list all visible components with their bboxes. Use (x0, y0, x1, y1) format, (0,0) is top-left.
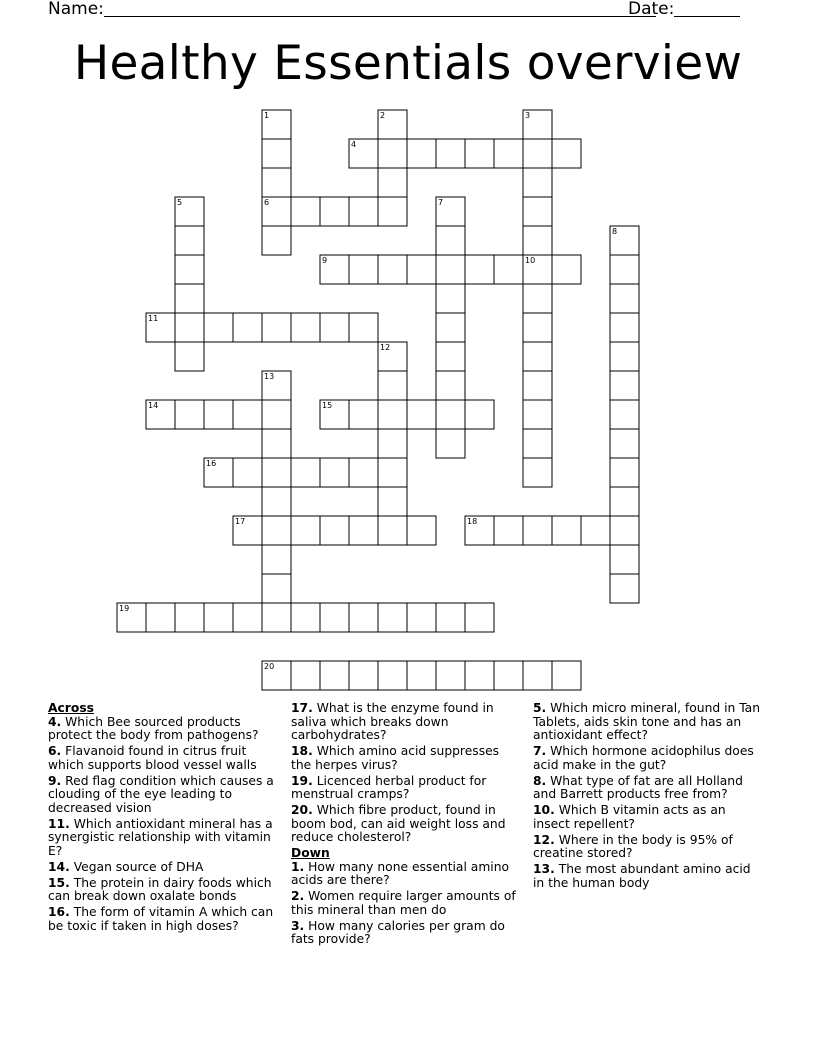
crossword-cell[interactable] (436, 371, 465, 400)
crossword-cell[interactable] (436, 429, 465, 458)
clue-item (48, 745, 280, 772)
clue-item-number: 16. (48, 905, 70, 919)
crossword-cell[interactable] (610, 226, 639, 255)
crossword-cell[interactable] (436, 400, 465, 429)
crossword-cell[interactable] (262, 371, 291, 400)
crossword-cell[interactable] (378, 139, 407, 168)
clue-number-17: 17 (235, 517, 246, 526)
crossword-cell[interactable] (494, 139, 523, 168)
clue-item-text: The protein in dairy foods which can break down oxalate bonds (48, 875, 272, 903)
clue-item-text: Which hormone acidophilus does acid make in the gut? (533, 744, 754, 772)
clue-item-number: 5. (533, 701, 547, 715)
clue-item (533, 863, 765, 890)
clue-item (291, 890, 523, 917)
crossword-cell[interactable] (610, 574, 639, 603)
clue-number-2: 2 (380, 111, 386, 120)
crossword-cell[interactable] (407, 516, 436, 545)
crossword-cell[interactable] (349, 197, 378, 226)
clue-item-number: 18. (291, 744, 313, 758)
crossword-cell[interactable] (262, 661, 291, 690)
crossword-cell[interactable] (552, 516, 581, 545)
crossword-cell[interactable] (378, 342, 407, 371)
clue-item-number: 3. (291, 918, 305, 933)
clue-number-14: 14 (148, 401, 159, 410)
clue-item-number: 11. (48, 816, 70, 831)
crossword-cell[interactable] (146, 603, 175, 632)
clue-number-1: 1 (264, 111, 270, 120)
clue-item-text: Which antioxidant mineral has a synergistic relationship with vitamin E? (48, 816, 273, 858)
crossword-cell[interactable] (117, 603, 146, 632)
crossword-cell[interactable] (436, 313, 465, 342)
crossword-cell[interactable] (378, 168, 407, 197)
date-blank-line[interactable] (674, 16, 740, 17)
crossword-cell[interactable] (233, 458, 262, 487)
crossword-cell[interactable] (175, 603, 204, 632)
crossword-cell[interactable] (204, 400, 233, 429)
clue-item (291, 745, 523, 772)
crossword-cell[interactable] (610, 458, 639, 487)
clue-item (48, 775, 280, 816)
clue-number-6: 6 (264, 198, 270, 207)
crossword-cell[interactable] (378, 400, 407, 429)
crossword-cell[interactable] (523, 516, 552, 545)
clue-item (533, 775, 765, 802)
crossword-cell[interactable] (320, 197, 349, 226)
clue-item (48, 906, 280, 933)
crossword-cell[interactable] (436, 255, 465, 284)
clue-number-12: 12 (380, 343, 391, 352)
crossword-cell[interactable] (407, 603, 436, 632)
crossword-cell[interactable] (465, 661, 494, 690)
clue-number-5: 5 (177, 198, 183, 207)
crossword-cell[interactable] (378, 661, 407, 690)
crossword-cell[interactable] (262, 545, 291, 574)
crossword-cell[interactable] (523, 284, 552, 313)
clue-item-number: 19. (291, 773, 313, 788)
crossword-cell[interactable] (349, 400, 378, 429)
crossword-cell[interactable] (581, 516, 610, 545)
crossword-cell[interactable] (465, 516, 494, 545)
crossword-cell[interactable] (465, 255, 494, 284)
clue-item-text: Licenced herbal product for menstrual cramps? (291, 773, 487, 801)
crossword-cell[interactable] (610, 487, 639, 516)
clue-number-20: 20 (264, 662, 275, 671)
crossword-cell[interactable] (262, 574, 291, 603)
clue-item (48, 818, 280, 859)
crossword-cell[interactable] (262, 603, 291, 632)
crossword-cell[interactable] (262, 139, 291, 168)
clue-item-text: Where in the body is 95% of creatine stored? (533, 832, 733, 860)
crossword-cell[interactable] (436, 603, 465, 632)
crossword-cell[interactable] (610, 342, 639, 371)
clue-item-text: The most abundant amino acid in the human body (533, 862, 751, 890)
crossword-cell[interactable] (349, 458, 378, 487)
crossword-cell[interactable] (378, 110, 407, 139)
crossword-cell[interactable] (291, 458, 320, 487)
crossword-cell[interactable] (262, 429, 291, 458)
crossword-cell[interactable] (523, 661, 552, 690)
date-label: Date: (628, 0, 675, 19)
crossword-cell[interactable] (291, 197, 320, 226)
clue-item (533, 745, 765, 772)
crossword-cell[interactable] (175, 400, 204, 429)
header-line (48, 0, 768, 22)
clue-item-text: Which micro mineral, found in Tan Tablets, aids skin tone and has an antioxidant effect? (533, 701, 761, 742)
clue-number-10: 10 (525, 256, 536, 265)
crossword-cell[interactable] (436, 139, 465, 168)
crossword-cell[interactable] (494, 661, 523, 690)
crossword-cell[interactable] (378, 371, 407, 400)
crossword-cell[interactable] (175, 313, 204, 342)
clue-number-11: 11 (148, 314, 159, 323)
crossword-cell[interactable] (523, 226, 552, 255)
clue-item-text: Red flag condition which causes a clouding of the eye leading to decreased vision (48, 773, 274, 815)
crossword-cell[interactable] (262, 516, 291, 545)
clue-item-text: Which Bee sourced products protect the body from pathogens? (48, 714, 259, 742)
crossword-cell[interactable] (494, 516, 523, 545)
crossword-cell[interactable] (204, 313, 233, 342)
clue-item-text: How many calories per gram do fats provide? (291, 918, 505, 946)
crossword-cell[interactable] (378, 487, 407, 516)
crossword-cell[interactable] (175, 197, 204, 226)
crossword-cell[interactable] (436, 226, 465, 255)
clue-item-text: How many none essential amino acids are there? (291, 859, 510, 887)
crossword-cell[interactable] (523, 400, 552, 429)
crossword-cell[interactable] (407, 139, 436, 168)
crossword-cell[interactable] (523, 371, 552, 400)
crossword-cell[interactable] (262, 458, 291, 487)
crossword-cell[interactable] (175, 255, 204, 284)
clue-item-number: 4. (48, 714, 62, 729)
crossword-cell[interactable] (523, 342, 552, 371)
clue-item-text: Women require larger amounts of this mineral than men do (291, 889, 516, 917)
clue-number-15: 15 (322, 401, 333, 410)
crossword-cell[interactable] (436, 342, 465, 371)
clue-item (291, 861, 523, 888)
crossword-cell[interactable] (320, 400, 349, 429)
crossword-cell[interactable] (349, 661, 378, 690)
crossword-cell[interactable] (465, 603, 494, 632)
clue-item (291, 702, 523, 743)
crossword-cell[interactable] (349, 313, 378, 342)
crossword-cell[interactable] (523, 313, 552, 342)
clue-item-text: Which B vitamin acts as an insect repellent? (533, 803, 726, 831)
clue-item-number: 7. (533, 744, 547, 758)
crossword-cell[interactable] (465, 400, 494, 429)
crossword-cell[interactable] (436, 197, 465, 226)
crossword-cell[interactable] (378, 458, 407, 487)
crossword-cell[interactable] (320, 458, 349, 487)
crossword-cell[interactable] (610, 313, 639, 342)
crossword-cell[interactable] (523, 110, 552, 139)
crossword-cell[interactable] (291, 516, 320, 545)
clue-number-13: 13 (264, 372, 275, 381)
crossword-cell[interactable] (291, 313, 320, 342)
crossword-cell[interactable] (349, 139, 378, 168)
crossword-cell[interactable] (610, 516, 639, 545)
crossword-cell[interactable] (523, 139, 552, 168)
clue-item-number: 1. (291, 859, 305, 874)
crossword-cell[interactable] (175, 284, 204, 313)
crossword-cell[interactable] (349, 516, 378, 545)
crossword-cell[interactable] (523, 197, 552, 226)
crossword-cell[interactable] (320, 516, 349, 545)
clue-item-number: 2. (291, 889, 305, 903)
clue-item (291, 920, 523, 947)
crossword-cell[interactable] (378, 516, 407, 545)
clue-item-number: 6. (48, 744, 62, 758)
crossword-cell[interactable] (610, 429, 639, 458)
clue-item-number: 14. (48, 859, 70, 874)
clue-item (533, 804, 765, 831)
crossword-cell[interactable] (523, 255, 552, 284)
crossword-cell[interactable] (204, 603, 233, 632)
crossword-cell[interactable] (523, 168, 552, 197)
page-title: Healthy Essentials overview (73, 36, 743, 91)
crossword-cell[interactable] (233, 603, 262, 632)
crossword-cell[interactable] (262, 226, 291, 255)
clue-column-3 (533, 702, 765, 893)
crossword-cell[interactable] (233, 400, 262, 429)
crossword-cell[interactable] (262, 487, 291, 516)
crossword-cell[interactable] (610, 255, 639, 284)
crossword-cell[interactable] (291, 603, 320, 632)
crossword-cell[interactable] (523, 458, 552, 487)
crossword-cell[interactable] (233, 516, 262, 545)
clue-item-number: 20. (291, 803, 313, 817)
crossword-cell[interactable] (407, 400, 436, 429)
clue-item (48, 861, 280, 875)
clue-item-number: 12. (533, 832, 555, 847)
name-label: Name: (48, 0, 104, 19)
clue-item-text: What type of fat are all Holland and Barrett products free from? (533, 773, 743, 801)
crossword-cell[interactable] (262, 110, 291, 139)
crossword-cell[interactable] (610, 284, 639, 313)
crossword-cell[interactable] (552, 255, 581, 284)
crossword-cell[interactable] (320, 255, 349, 284)
clue-number-9: 9 (322, 256, 328, 265)
down-heading: Down (291, 846, 330, 860)
clue-item-number: 10. (533, 803, 555, 817)
clue-number-16: 16 (206, 459, 217, 468)
crossword-cell[interactable] (436, 661, 465, 690)
clue-item-text: Flavanoid found in citrus fruit which supports blood vessel walls (48, 744, 257, 772)
crossword-cell[interactable] (175, 342, 204, 371)
crossword-cell[interactable] (494, 255, 523, 284)
crossword-cell[interactable] (436, 284, 465, 313)
clue-item (533, 834, 765, 861)
crossword-cell[interactable] (175, 226, 204, 255)
clue-item-number: 13. (533, 862, 555, 876)
crossword-cell[interactable] (146, 400, 175, 429)
crossword-cell[interactable] (291, 661, 320, 690)
crossword-cell[interactable] (523, 429, 552, 458)
name-blank-line[interactable] (104, 16, 656, 17)
clue-item-number: 15. (48, 875, 70, 890)
clue-item-text: Vegan source of DHA (69, 859, 204, 874)
crossword-cell[interactable] (349, 255, 378, 284)
crossword-cell[interactable] (407, 661, 436, 690)
clue-number-7: 7 (438, 198, 444, 207)
crossword-cell[interactable] (552, 661, 581, 690)
crossword-cell[interactable] (378, 197, 407, 226)
clue-number-3: 3 (525, 111, 531, 120)
crossword-cell[interactable] (610, 371, 639, 400)
clue-number-8: 8 (612, 227, 618, 236)
crossword-cell[interactable] (610, 545, 639, 574)
crossword-cell[interactable] (146, 313, 175, 342)
crossword-cell[interactable] (465, 139, 494, 168)
crossword-cell[interactable] (552, 139, 581, 168)
crossword-cell[interactable] (204, 458, 233, 487)
crossword-cell[interactable] (610, 400, 639, 429)
clue-column-1 (48, 702, 280, 936)
crossword-cell[interactable] (262, 400, 291, 429)
crossword-cell[interactable] (320, 661, 349, 690)
clue-number-19: 19 (119, 604, 130, 613)
clue-item-text: The form of vitamin A which can be toxic if taken in high doses? (48, 905, 274, 933)
crossword-cell[interactable] (320, 603, 349, 632)
crossword-cell[interactable] (262, 197, 291, 226)
clue-item (48, 716, 280, 743)
clue-number-4: 4 (351, 140, 357, 149)
clue-item-text: Which fibre product, found in boom bod, can aid weight loss and reduce cholesterol? (291, 803, 506, 844)
clue-item-text: What is the enzyme found in saliva which breaks down carbohydrates? (291, 701, 494, 742)
clue-item-number: 9. (48, 773, 62, 788)
clue-item (533, 702, 765, 743)
crossword-cell[interactable] (407, 255, 436, 284)
clue-number-18: 18 (467, 517, 478, 526)
across-heading: Across (48, 701, 94, 715)
clue-column-2 (291, 702, 523, 949)
clue-item-number: 8. (533, 773, 547, 788)
crossword-cell[interactable] (262, 313, 291, 342)
clue-item (291, 775, 523, 802)
clue-item (48, 877, 280, 904)
clue-item-number: 17. (291, 701, 313, 715)
clue-item-text: Which amino acid suppresses the herpes virus? (291, 744, 500, 772)
crossword-cell[interactable] (233, 313, 262, 342)
clue-item (291, 804, 523, 845)
crossword-cell[interactable] (378, 603, 407, 632)
crossword-cell[interactable] (320, 313, 349, 342)
crossword-cell[interactable] (378, 255, 407, 284)
crossword-cell[interactable] (378, 429, 407, 458)
crossword-cell[interactable] (349, 603, 378, 632)
crossword-cell[interactable] (262, 168, 291, 197)
